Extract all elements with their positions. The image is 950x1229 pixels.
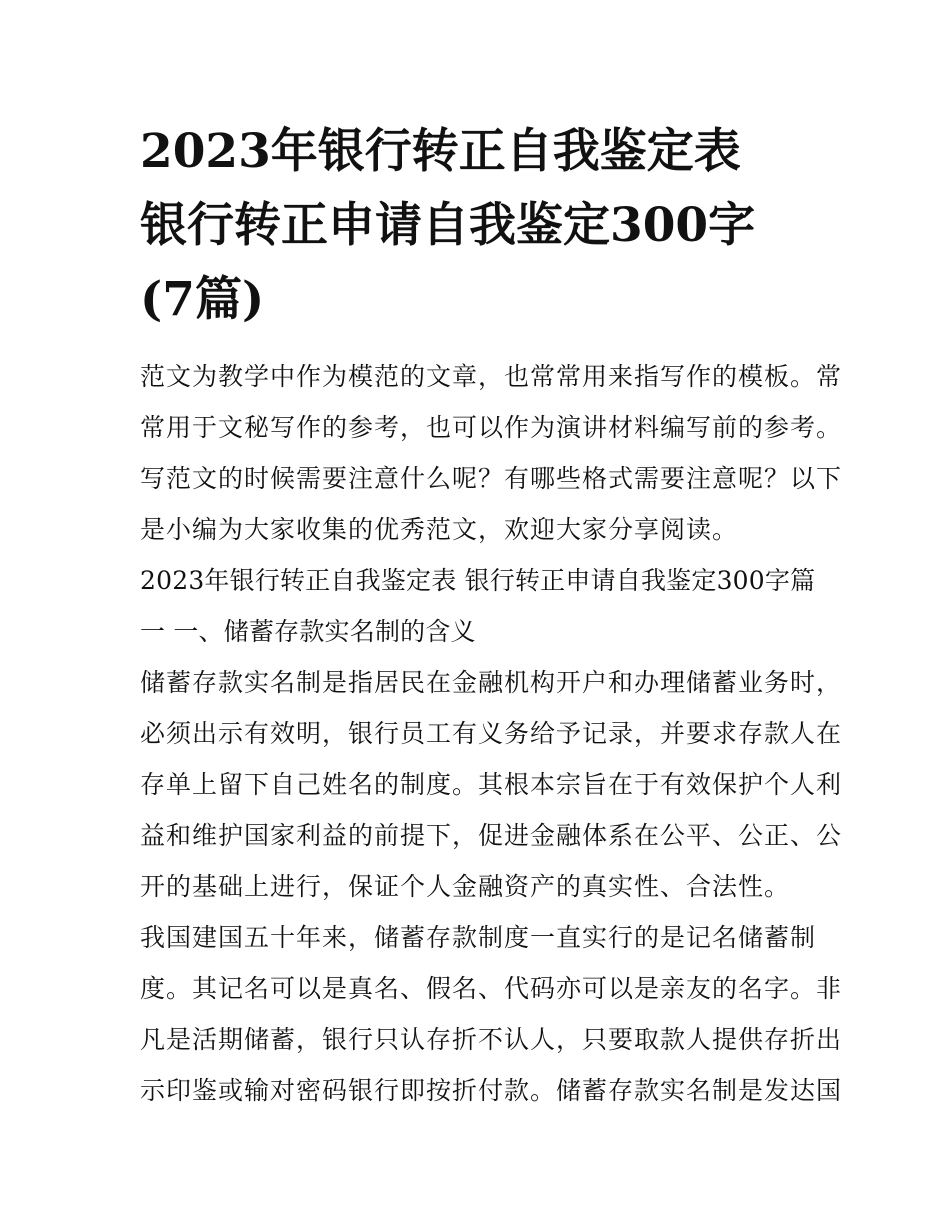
section-heading (140, 555, 815, 657)
text-line: 凡是活期储蓄，银行只认存折不认人，只要取款人提供存折出 (140, 1025, 843, 1054)
text-line: 度。其记名可以是真名、假名、代码亦可以是亲友的名字。非 (140, 974, 843, 1003)
text-line: 一 一、储蓄存款实名制的含义 (140, 617, 476, 646)
text-line: 益和维护国家利益的前提下，促进金融体系在公平、公正、公 (140, 821, 843, 850)
body-paragraph (140, 912, 843, 1116)
text-line: 存单上留下自己姓名的制度。其根本宗旨在于有效保护个人利 (140, 770, 843, 799)
document-page (140, 115, 843, 1116)
text-line: 示印鉴或输对密码银行即按折付款。储蓄存款实名制是发达国 (140, 1076, 843, 1105)
text-line: 范文为教学中作为模范的文章，也常常用来指写作的模板。常 (140, 362, 843, 391)
text-line: 开的基础上进行，保证个人金融资产的真实性、合法性。 (140, 872, 791, 901)
body-paragraph (140, 657, 843, 912)
title-line: 2023年银行转正自我鉴定表 (140, 124, 741, 179)
text-line: 必须出示有效明，银行员工有义务给予记录，并要求存款人在 (140, 719, 843, 748)
document-title (140, 115, 815, 337)
title-line: 银行转正申请自我鉴定300字 (140, 198, 756, 253)
intro-paragraph (140, 351, 843, 555)
text-line: 我国建国五十年来，储蓄存款制度一直实行的是记名储蓄制 (140, 923, 817, 952)
text-line: 常用于文秘写作的参考，也可以作为演讲材料编写前的参考。 (140, 413, 843, 442)
text-line: 2023年银行转正自我鉴定表 银行转正申请自我鉴定300字篇 (140, 566, 816, 595)
text-line: 储蓄存款实名制是指居民在金融机构开户和办理储蓄业务时， (140, 668, 843, 697)
title-line: (7篇) (140, 272, 265, 327)
text-line: 是小编为大家收集的优秀范文，欢迎大家分享阅读。 (140, 515, 739, 544)
text-line: 写范文的时候需要注意什么呢？有哪些格式需要注意呢？以下 (140, 464, 843, 493)
